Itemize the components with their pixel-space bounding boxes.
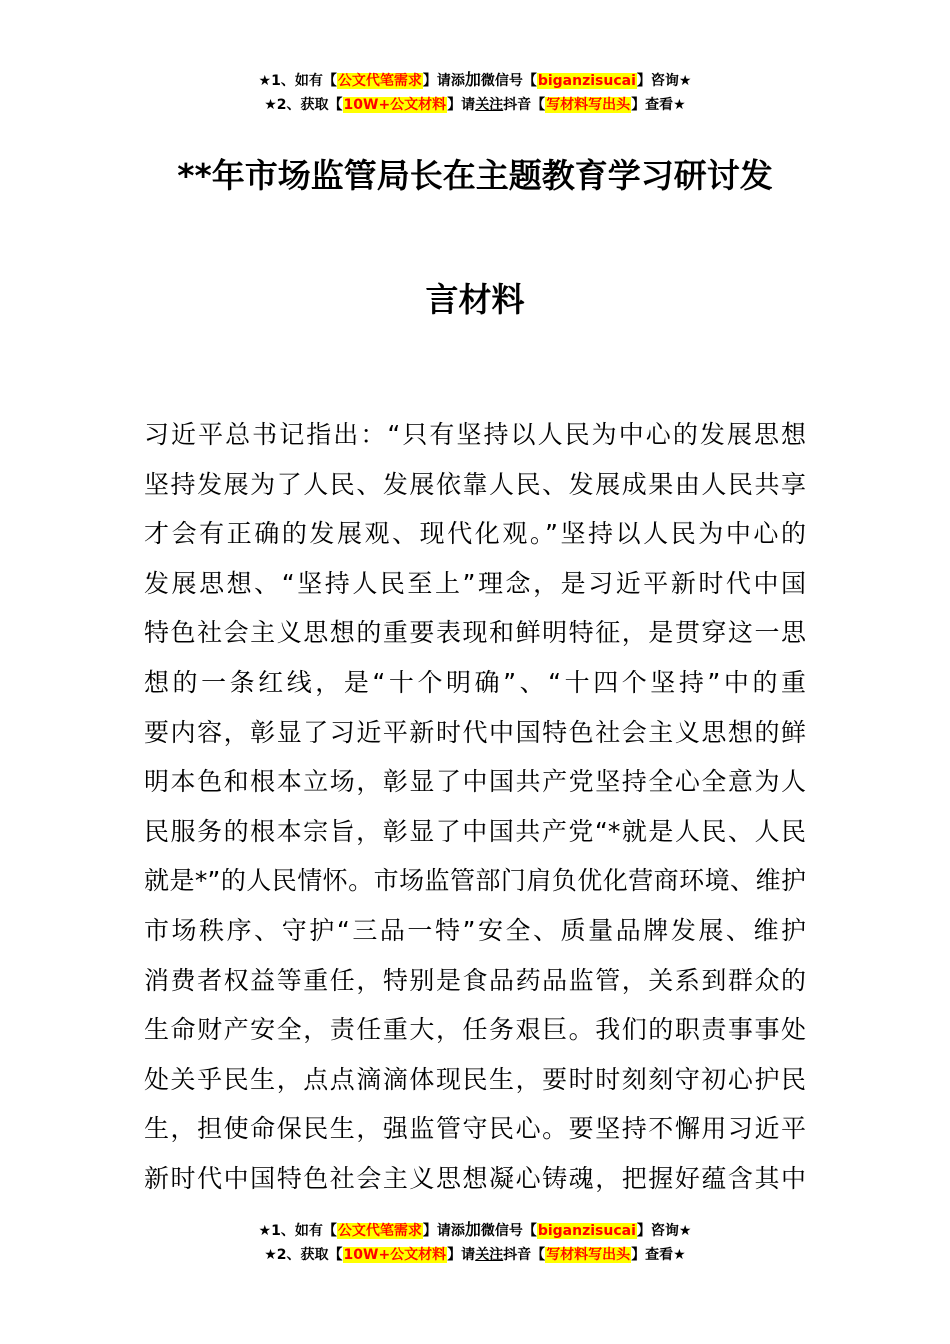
top-promo-banner <box>0 68 950 117</box>
promo-text: ★1、如有【 <box>258 1223 337 1239</box>
promo-highlight: 10W+公文材料 <box>343 97 447 113</box>
promo-text: 抖音【 <box>503 97 546 113</box>
body-line: 坚持发展为了人民、发展依靠人民、发展成果由人民共享 <box>144 469 806 499</box>
promo-highlight: 公文代笔需求 <box>337 73 422 89</box>
promo-text: ★1、如有【 <box>258 73 337 89</box>
promo-text: 关注 <box>475 1247 504 1263</box>
document-title-line-1: **年市场监管局长在主题教育学习研讨发 <box>177 156 773 195</box>
promo-text: 】请添 <box>422 1223 465 1239</box>
body-line: 习近平总书记指出：“只有坚持以人民为中心的发展思想 <box>144 420 806 449</box>
promo-text: 】查看★ <box>631 97 686 113</box>
body-line: 要内容，彰显了习近平新时代中国特色社会主义思想的鲜 <box>144 717 806 747</box>
promo-text: 抖音【 <box>503 1247 546 1263</box>
body-line: 才会有正确的发展观、现代化观。”坚持以人民为中心的 <box>144 519 806 549</box>
body-line: 市场秩序、守护“三品一特”安全、质量品牌发展、维护 <box>144 915 806 945</box>
promo-text: 微信号【 <box>480 1223 537 1239</box>
promo-highlight: 写材料写出头 <box>546 97 631 113</box>
promo-line-2 <box>0 1243 950 1267</box>
promo-text: 关注 <box>475 97 504 113</box>
body-line: 生命财产安全，责任重大，任务艰巨。我们的职责事事处 <box>144 1015 806 1045</box>
promo-text: 微信号【 <box>480 73 537 89</box>
body-line: 发展思想、“坚持人民至上”理念，是习近平新时代中国 <box>144 568 806 598</box>
promo-text: 】请 <box>447 97 476 113</box>
body-line: 明本色和根本立场，彰显了中国共产党坚持全心全意为人 <box>144 767 806 797</box>
body-line: 特色社会主义思想的重要表现和鲜明特征，是贯穿这一思 <box>144 618 806 648</box>
promo-text: 】请 <box>447 1247 476 1263</box>
promo-text: 加 <box>464 70 481 89</box>
promo-text: 加 <box>464 1220 481 1239</box>
promo-highlight: 10W+公文材料 <box>343 1247 447 1263</box>
body-line: 想的一条红线，是“十个明确”、“十四个坚持”中的重 <box>144 667 806 697</box>
promo-text: 】请添 <box>422 73 465 89</box>
document-body <box>144 410 806 1204</box>
promo-line-2 <box>0 93 950 117</box>
promo-highlight: biganzisucai <box>537 73 636 89</box>
document-title-line-2: 言材料 <box>425 280 525 319</box>
body-line: 生，担使命保民生，强监管守民心。要坚持不懈用习近平 <box>144 1114 806 1144</box>
promo-text: 】咨询★ <box>636 73 692 89</box>
promo-text: 】咨询★ <box>636 1223 692 1239</box>
body-line: 消费者权益等重任，特别是食品药品监管，关系到群众的 <box>144 965 806 995</box>
body-line: 就是*”的人民情怀。市场监管部门肩负优化营商环境、维护 <box>144 866 806 896</box>
promo-highlight: biganzisucai <box>537 1223 636 1239</box>
promo-highlight: 写材料写出头 <box>546 1247 631 1263</box>
promo-line-1 <box>0 68 950 93</box>
body-line: 新时代中国特色社会主义思想凝心铸魂，把握好蕴含其中 <box>144 1163 806 1193</box>
bottom-promo-banner <box>0 1218 950 1267</box>
promo-text: ★2、获取【 <box>264 97 343 113</box>
promo-text: 】查看★ <box>631 1247 686 1263</box>
promo-line-1 <box>0 1218 950 1243</box>
promo-highlight: 公文代笔需求 <box>337 1223 422 1239</box>
body-line: 民服务的根本宗旨，彰显了中国共产党“*就是人民、人民 <box>144 816 806 846</box>
promo-text: ★2、获取【 <box>264 1247 343 1263</box>
body-line: 处关乎民生，点点滴滴体现民生，要时时刻刻守初心护民 <box>144 1064 806 1094</box>
